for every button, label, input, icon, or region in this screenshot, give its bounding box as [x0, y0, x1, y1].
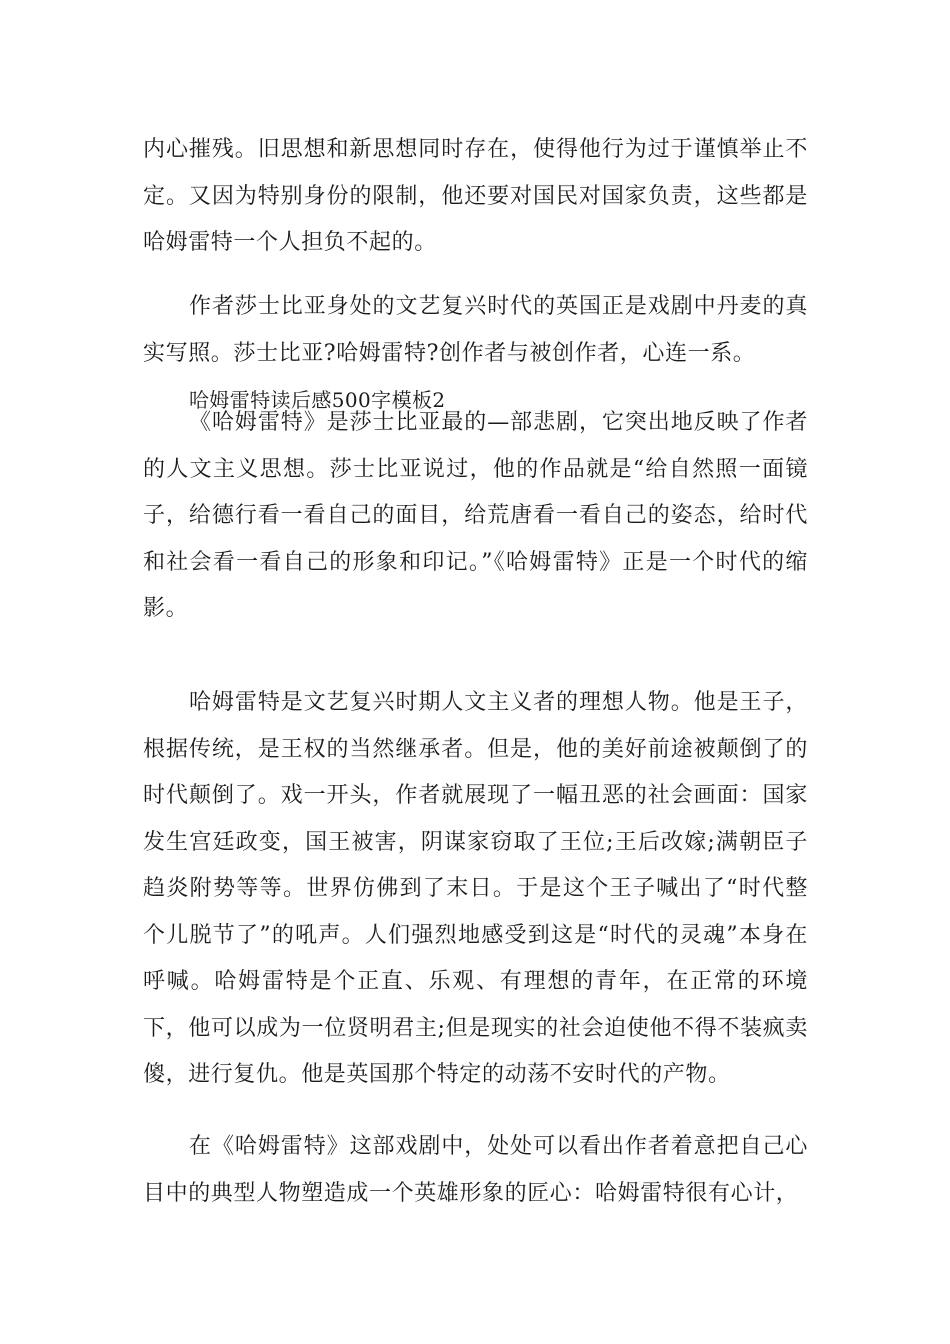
section-heading: 哈姆雷特读后感500字模板2: [189, 388, 446, 412]
paragraph-continuation: 内心摧残。旧思想和新思想同时存在，使得他行为过于谨慎举止不定。又因为特别身份的限制，他还要对国民对国家负责，这些都是哈姆雷特一个人担负不起的。: [143, 137, 808, 255]
paragraph-hamlet-ideal: 哈姆雷特是文艺复兴时期人文主义者的理想人物。他是王子，根据传统，是王权的当然继承者。但是，他的美好前途被颠倒了的时代颠倒了。戏一开头，作者就展现了一幅丑恶的社会画面：国家发生宫廷政变，国王被害，阴谋家窃取了王位;王后改嫁;满朝臣子趋炎附势等等。世界仿佛到了末日。于是这个王子喊出了“时代整个儿脱节了”的吼声。人们强烈地感受到这是“时代的灵魂”本身在呼喊。哈姆雷特是个正直、乐观、有理想的青年，在正常的环境下，他可以成为一位贤明君主;但是现实的社会迫使他不得不装疯卖傻，进行复仇。他是英国那个特定的动荡不安时代的产物。: [143, 690, 808, 1087]
paragraph-author-context: 作者莎士比亚身处的文艺复兴时代的英国正是戏剧中丹麦的真实写照。莎士比亚?哈姆雷特?创作者与被创作者，心连一系。: [143, 294, 808, 366]
paragraph-hamlet-hero: 在《哈姆雷特》这部戏剧中，处处可以看出作者着意把自己心目中的典型人物塑造成一个英雄形象的匠心：哈姆雷特很有心计，: [143, 1134, 808, 1206]
paragraph-hamlet-intro: 《哈姆雷特》是莎士比亚最的—部悲剧，它突出地反映了作者的人文主义思想。莎士比亚说过，他的作品就是“给自然照一面镜子，给德行看一看自己的面目，给荒唐看一看自己的姿态，给时代和社会看一看自己的形象和印记。”《哈姆雷特》正是一个时代的缩影。: [143, 410, 808, 621]
